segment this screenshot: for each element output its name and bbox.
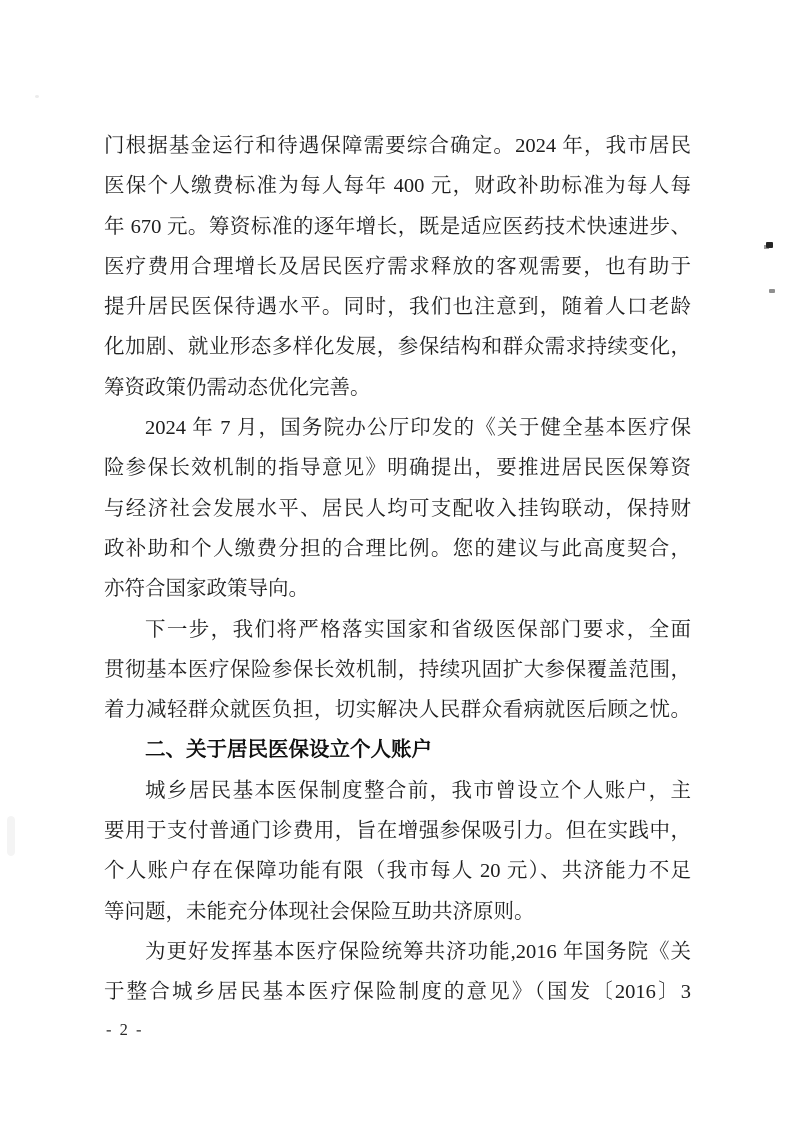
scan-speck (769, 289, 775, 293)
text-line: 与经济社会发展水平、居民人均可支配收入挂钩联动，保持财 (104, 497, 691, 520)
text-line: 险参保长效机制的指导意见》明确提出，要推进居民医保筹资 (104, 457, 691, 480)
text-line: 下一步，我们将严格落实国家和省级医保部门要求，全面 (145, 618, 691, 641)
text-line: 医保个人缴费标准为每人每年 400 元，财政补助标准为每人每 (104, 175, 691, 198)
text-line: 要用于支付普通门诊费用，旨在增强参保吸引力。但在实践中， (104, 820, 691, 843)
document-body (104, 126, 691, 1013)
text-line: 亦符合国家政策导向。 (104, 578, 309, 601)
scan-speck (766, 242, 773, 248)
text-line: 贯彻基本医疗保险参保长效机制，持续巩固扩大参保覆盖范围， (104, 658, 691, 681)
text-line: 政补助和个人缴费分担的合理比例。您的建议与此高度契合， (104, 537, 691, 560)
text-line: 医疗费用合理增长及居民医疗需求释放的客观需要，也有助于 (104, 255, 691, 278)
scan-smudge (7, 816, 15, 856)
section-heading: 二、关于居民医保设立个人账户 (145, 738, 432, 762)
text-line: 门根据基金运行和待遇保障需要综合确定。2024 年，我市居民 (104, 135, 691, 157)
text-line: 个人账户存在保障功能有限（我市每人 20 元）、共济能力不足 (104, 860, 691, 883)
scan-speck (35, 95, 39, 98)
text-line: 于整合城乡居民基本医疗保险制度的意见》（国发〔2016〕3 (104, 981, 691, 1004)
text-line: 等问题，未能充分体现社会保险互助共济原则。 (104, 900, 535, 923)
text-line: 年 670 元。筹资标准的逐年增长，既是适应医药技术快速进步、 (104, 215, 691, 238)
text-line: 城乡居民基本医保制度整合前，我市曾设立个人账户，主 (145, 779, 691, 802)
page-number: - 2 - (106, 1020, 144, 1039)
text-line: 提升居民医保待遇水平。同时，我们也注意到，随着人口老龄 (104, 296, 691, 319)
text-line: 化加剧、就业形态多样化发展，参保结构和群众需求持续变化， (104, 336, 691, 359)
text-line: 着力减轻群众就医负担，切实解决人民群众看病就医后顾之忧。 (104, 699, 691, 722)
text-line: 筹资政策仍需动态优化完善。 (104, 376, 371, 399)
text-line: 为更好发挥基本医疗保险统筹共济功能,2016 年国务院《关 (145, 940, 691, 963)
text-line: 2024 年 7 月，国务院办公厅印发的《关于健全基本医疗保 (145, 417, 691, 440)
